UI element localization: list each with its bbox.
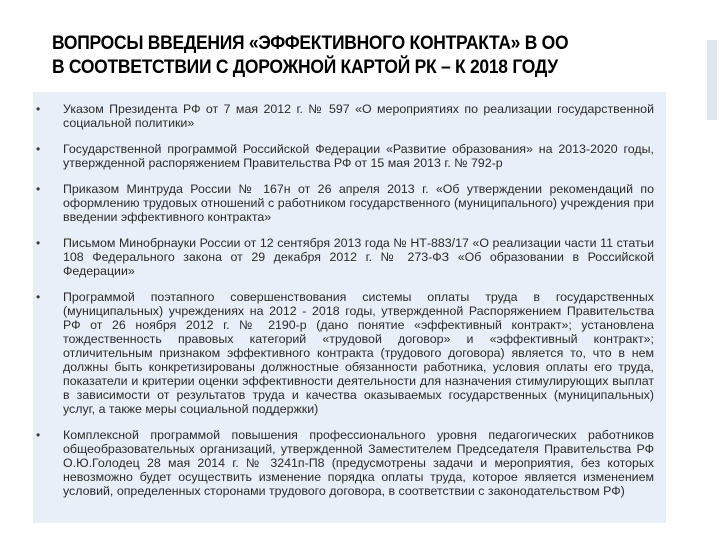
list-item <box>36 236 654 278</box>
bullet-icon: • <box>36 182 41 196</box>
bullet-icon: • <box>36 102 41 116</box>
bullet-icon: • <box>36 428 41 442</box>
slide-title-line-2: В СООТВЕТСТВИИ С ДОРОЖНОЙ КАРТОЙ РК – К 2018 ГОДУ <box>52 57 558 78</box>
list-item-text: Указом Президента РФ от 7 мая 2012 г. № 597 «О мероприятиях по реализации государственной социальной политики» <box>63 102 654 130</box>
list-item <box>36 142 654 170</box>
bullet-icon: • <box>36 236 41 250</box>
list-item-text: Приказом Минтруда России № 167н от 26 апреля 2013 г. «Об утверждении рекомендаций по оформлению трудовых отношений с работником государственного (муниципального) учреждения при введении эффективного контракта» <box>63 182 654 224</box>
bullet-icon: • <box>36 290 41 304</box>
list-item <box>36 102 654 130</box>
slide-title-line-1: ВОПРОСЫ ВВЕДЕНИЯ «ЭФФЕКТИВНОГО КОНТРАКТА» В ОО <box>52 33 569 54</box>
list-item <box>36 290 654 416</box>
list-item-text: Программой поэтапного совершенствования системы оплаты труда в государственных (муниципальных) учреждениях на 2012 - 2018 годы, утвержденной Распоряжением Правительства РФ от 26 ноября 2012 г. № 2190-р (дано понятие «эффективный контракт»; установлена тождественность правовых категорий «трудовой договор» и «эффективный контракт»; отличительным признаком эффективного контракта (трудового договора) является то, что в нем должны быть конкретизированы должностные обязанности работника, условия оплаты его труда, показатели и критерии оценки эффективности деятельности для назначения стимулирующих выплат в зависимости от результатов труда и качества оказываемых государственных (муниципальных) услуг, а также меры социальной поддержки) <box>63 290 654 416</box>
legal-basis-list <box>33 92 666 498</box>
list-item <box>36 182 654 224</box>
slide-title <box>52 32 604 80</box>
list-item-text: Комплексной программой повышения профессионального уровня педагогических работников общеобразовательных организаций, утвержденной Заместителем Председателя Правительства РФ О.Ю.Голодец 28 мая 2014 г. № 3241п-П8 (предусмотрены задачи и мероприятия, без которых невозможно будет осуществить изменение порядка оплаты труда, которое является изменением условий, определенных сторонами трудового договора, в соответствии с законодательством РФ) <box>63 428 654 498</box>
decorative-accent-bar <box>707 40 717 120</box>
list-item <box>36 428 654 498</box>
list-item-text: Государственной программой Российской Федерации «Развитие образования» на 2013-2020 годы, утвержденной распоряжением Правительства РФ от 15 мая 2013 г. № 792-р <box>63 142 654 170</box>
list-item-text: Письмом Минобрнауки России от 12 сентября 2013 года № НТ-883/17 «О реализации части 11 статьи 108 Федерального закона от 29 декабря 2012 г. № 273-ФЗ «Об образовании в Российской Федерации» <box>63 236 654 278</box>
bullet-icon: • <box>36 142 41 156</box>
content-panel <box>33 92 666 523</box>
